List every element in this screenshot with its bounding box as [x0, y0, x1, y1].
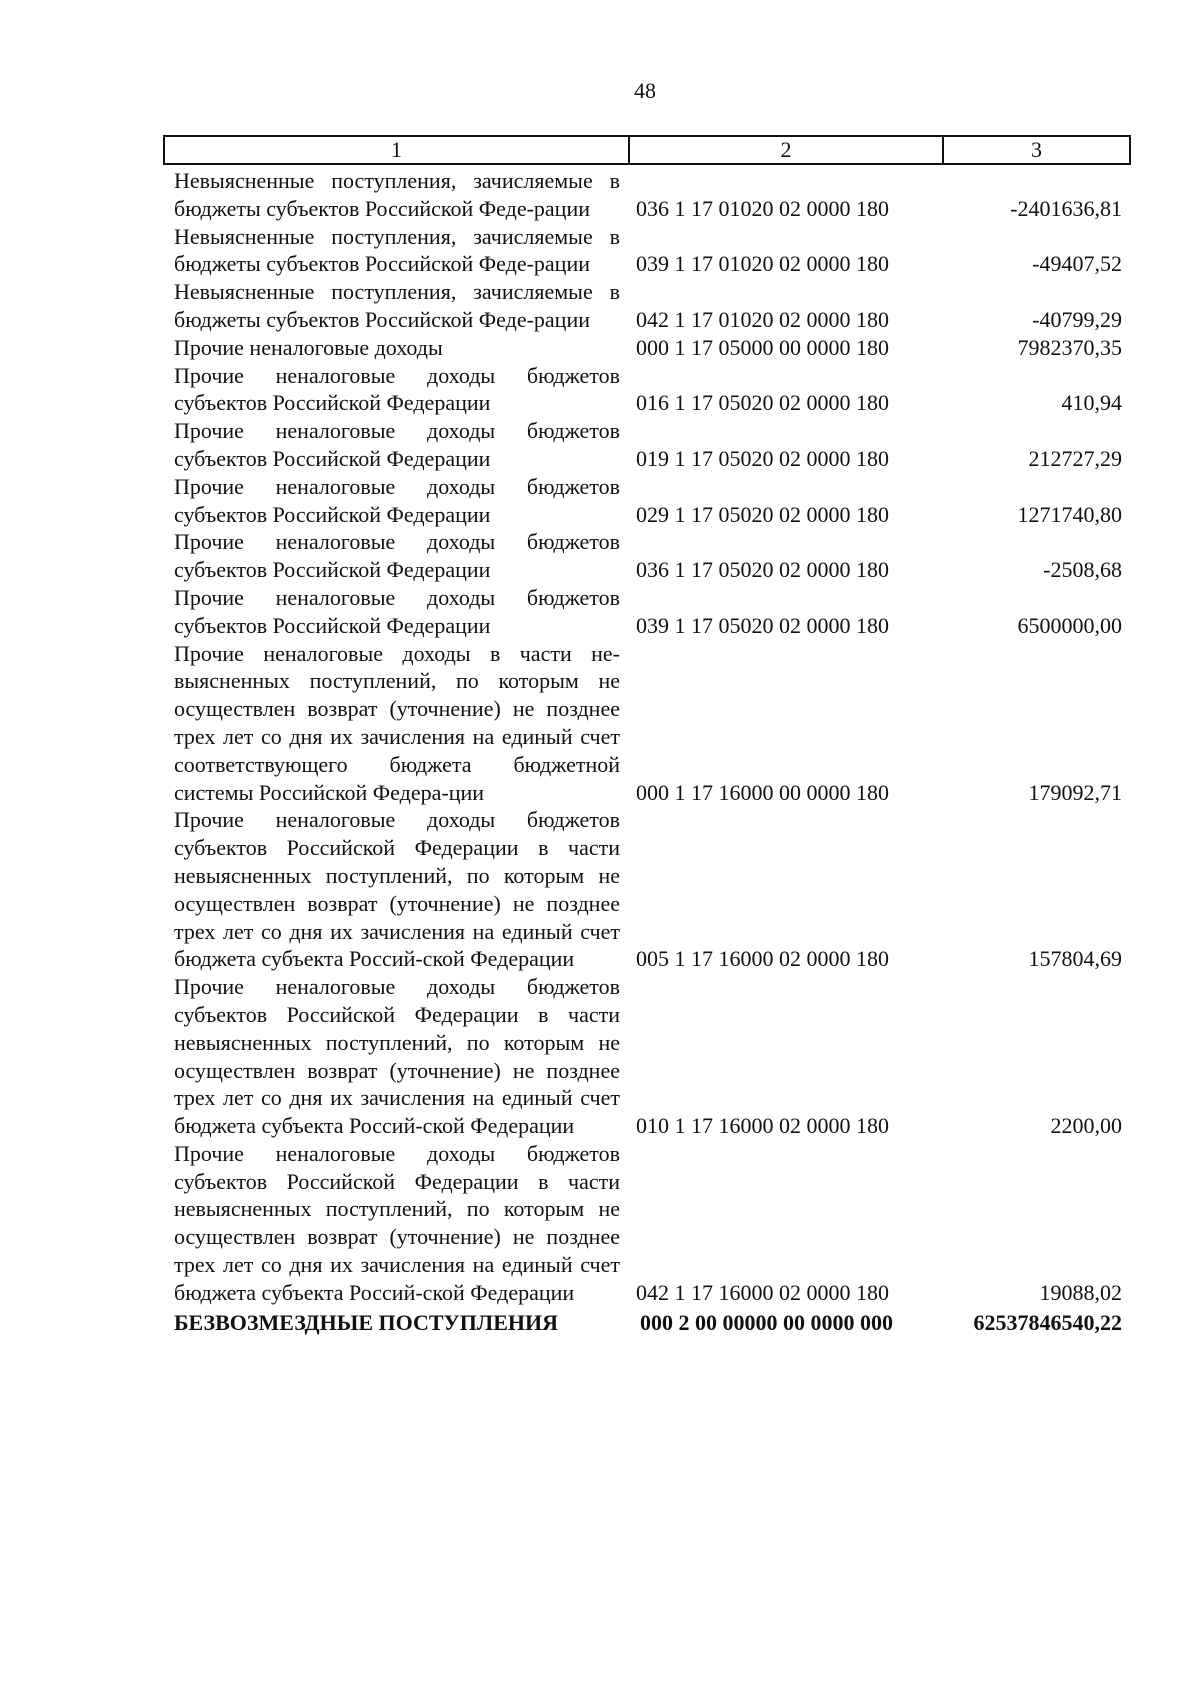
row-code: 036 1 17 01020 02 0000 180 [636, 195, 889, 221]
row-code: 016 1 17 05020 02 0000 180 [636, 390, 889, 416]
column-header-3: 3 [1031, 137, 1042, 162]
row-code: 000 1 17 05000 00 0000 180 [636, 334, 889, 360]
row-value: -2508,68 [1043, 557, 1122, 583]
row-description: Прочие неналоговые доходы бюджетов субъектов Российской Федерации [174, 529, 620, 583]
row-value: 19088,02 [1039, 1279, 1122, 1305]
row-description: Прочие неналоговые доходы бюджетов субъектов Российской Федерации в части невыясненных поступлений, по которым не осуществлен возврат (уточнение) не позднее трех лет со дня их зачисления на единый счет бюджета субъекта Россий-ской Федерации [174, 974, 620, 1139]
row-code: 019 1 17 05020 02 0000 180 [636, 445, 889, 471]
column-header-2: 2 [630, 137, 944, 163]
table-row [174, 278, 1130, 334]
row-value: 157804,69 [1028, 946, 1122, 972]
row-value: 6500000,00 [1017, 612, 1122, 638]
row-code: 039 1 17 01020 02 0000 180 [636, 251, 889, 277]
row-code: 042 1 17 01020 02 0000 180 [636, 306, 889, 332]
row-description: Прочие неналоговые доходы бюджетов субъектов Российской Федерации в части невыясненных поступлений, по которым не осуществлен возврат (уточнение) не позднее трех лет со дня их зачисления на единый счет бюджета субъекта Россий-ской Федерации [174, 807, 620, 972]
row-value: -2401636,81 [1010, 195, 1122, 221]
row-value: 179092,71 [1028, 779, 1122, 805]
page-number: 48 [634, 78, 656, 103]
row-code: 010 1 17 16000 02 0000 180 [636, 1113, 889, 1139]
row-code: 036 1 17 05020 02 0000 180 [636, 557, 889, 583]
table-row [174, 223, 1130, 279]
table-row [174, 640, 1130, 807]
total-value: 62537846540,22 [973, 1309, 1122, 1335]
table-body [174, 167, 1130, 1337]
row-description: Прочие неналоговые доходы бюджетов субъектов Российской Федерации [174, 362, 620, 416]
table-row [174, 167, 1130, 223]
row-description: Невыясненные поступления, зачисляемые в бюджеты субъектов Российской Феде-рации [174, 168, 620, 221]
row-value: 410,94 [1061, 390, 1122, 416]
table-row [174, 417, 1130, 473]
column-header-1: 1 [165, 137, 630, 163]
total-code: 000 2 00 00000 00 0000 000 [640, 1309, 893, 1335]
row-description: Прочие неналоговые доходы бюджетов субъектов Российской Федерации [174, 418, 620, 471]
row-description: Прочие неналоговые доходы бюджетов субъектов Российской Федерации в части невыясненных поступлений, по которым не осуществлен возврат (уточнение) не позднее трех лет со дня их зачисления на единый счет бюджета субъекта Россий-ской Федерации [174, 1140, 620, 1305]
row-code: 042 1 17 16000 02 0000 180 [636, 1279, 889, 1305]
row-value: 1271740,80 [1017, 501, 1122, 527]
row-value: 7982370,35 [1017, 334, 1122, 360]
table-row [174, 584, 1130, 640]
row-description: Прочие неналоговые доходы в части не-выясненных поступлений, по которым не осуществлен возврат (уточнение) не позднее трех лет со дня их зачисления на единый счет соответствующего бюджета бюджетной системы Российской Федера-ции [174, 640, 620, 805]
table-header [163, 135, 1131, 165]
total-description: БЕЗВОЗМЕЗДНЫЕ ПОСТУПЛЕНИЯ [174, 1309, 558, 1335]
table-row [174, 362, 1130, 418]
row-code: 039 1 17 05020 02 0000 180 [636, 612, 889, 638]
row-description: Прочие неналоговые доходы бюджетов субъектов Российской Федерации [174, 584, 620, 638]
row-value: 212727,29 [1028, 445, 1122, 471]
row-code: 005 1 17 16000 02 0000 180 [636, 946, 889, 972]
row-description: Невыясненные поступления, зачисляемые в бюджеты субъектов Российской Феде-рации [174, 279, 620, 332]
table-row [174, 334, 1130, 362]
table-row [174, 973, 1130, 1140]
row-description: Прочие неналоговые доходы [174, 334, 443, 360]
total-row [174, 1309, 1130, 1337]
table-row [174, 806, 1130, 973]
row-code: 000 1 17 16000 00 0000 180 [636, 779, 889, 805]
row-code: 029 1 17 05020 02 0000 180 [636, 501, 889, 527]
row-value: 2200,00 [1050, 1113, 1122, 1139]
table-row [174, 528, 1130, 584]
row-value: -49407,52 [1032, 251, 1122, 277]
table-row [174, 473, 1130, 529]
row-description: Прочие неналоговые доходы бюджетов субъектов Российской Федерации [174, 473, 620, 527]
table-row [174, 1140, 1130, 1307]
row-value: -40799,29 [1032, 306, 1122, 332]
row-description: Невыясненные поступления, зачисляемые в бюджеты субъектов Российской Феде-рации [174, 223, 620, 277]
